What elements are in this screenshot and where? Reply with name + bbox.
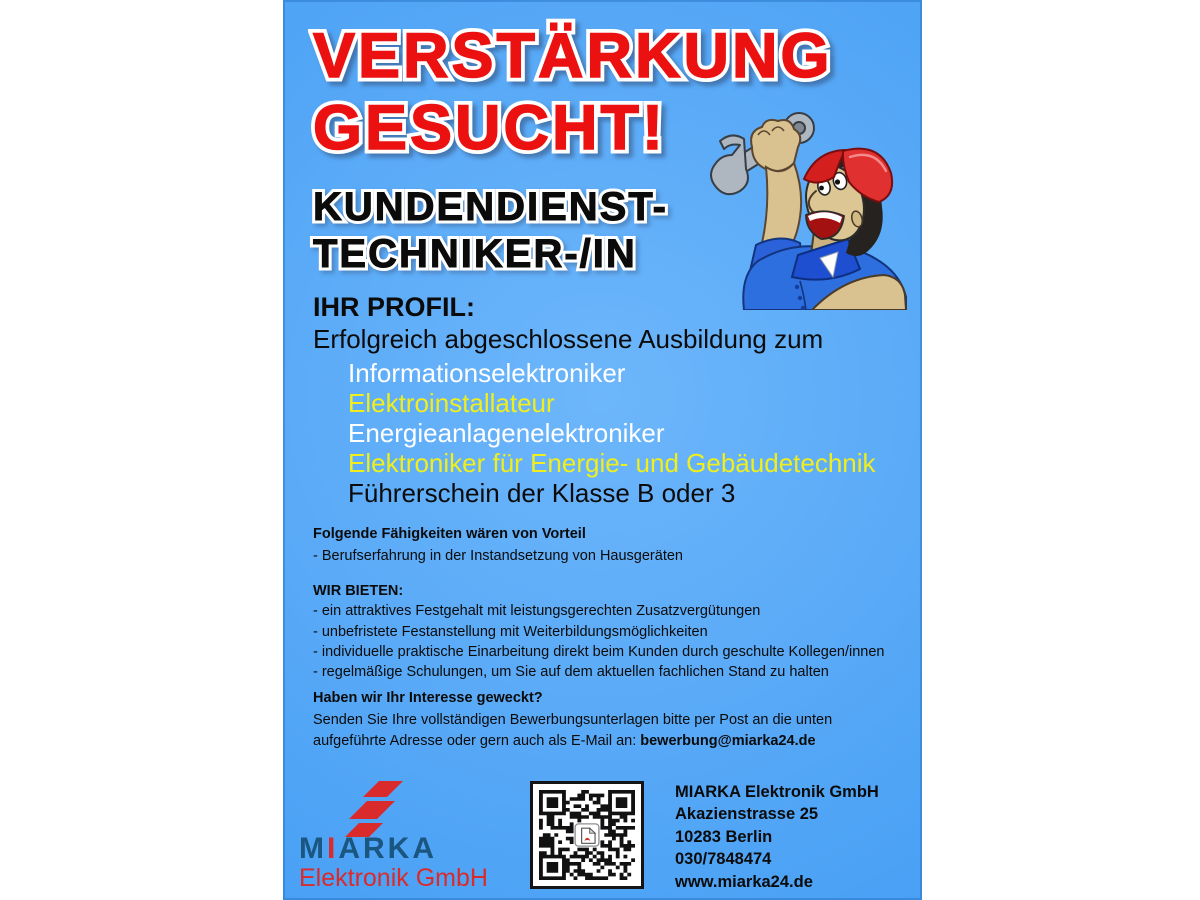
address-block <box>675 781 879 893</box>
job-title <box>313 184 668 278</box>
contact-line2 <box>313 731 832 753</box>
address-line: 10283 Berlin <box>675 827 773 846</box>
profile-item: Energieanlagenelektroniker <box>348 418 665 448</box>
skills-section <box>313 524 683 567</box>
contact-section <box>313 688 832 753</box>
lightning-bolt-icon <box>341 780 421 838</box>
logo-letter-i: I <box>327 832 339 865</box>
bullet-line: - unbefristete Festanstellung mit Weiterbildungsmöglichkeiten <box>313 623 708 640</box>
technician-mascot-illustration <box>700 95 915 310</box>
profile-item: Elektroniker für Energie- und Gebäudetechnik <box>348 448 876 478</box>
profile-list <box>348 358 876 508</box>
poster-footer <box>283 778 922 900</box>
qr-code-pattern <box>539 790 635 880</box>
address-line: www.miarka24.de <box>675 872 813 891</box>
bullet-line: - ein attraktives Festgehalt mit leistungsgerechten Zusatzvergütungen <box>313 603 761 620</box>
miarka-logo <box>297 778 488 896</box>
profile-item: Führerschein der Klasse B oder 3 <box>348 478 736 508</box>
skills-list <box>313 546 683 568</box>
qr-code <box>530 781 644 889</box>
logo-letters: M <box>299 832 327 865</box>
contact-line2-prefix: aufgeführte Adresse oder gern auch als E-Mail an: <box>313 733 641 750</box>
offer-list <box>313 601 885 682</box>
headline-line1: VERSTÄRKUNG VERSTÄRKUNG <box>313 20 833 92</box>
offer-heading: WIR BIETEN: <box>313 583 404 599</box>
job-title-line2: TECHNIKER-/IN TECHNIKER-/IN <box>313 231 668 278</box>
logo-wordmark <box>299 832 437 866</box>
profile-item: Informationselektroniker <box>348 358 626 388</box>
mascot-arm <box>762 163 801 247</box>
contact-line1: Senden Sie Ihre vollständigen Bewerbungsunterlagen bitte per Post an die unten <box>313 711 833 728</box>
offer-section <box>313 581 885 682</box>
bullet-line: - regelmäßige Schulungen, um Sie auf dem aktuellen fachlichen Stand zu halten <box>313 664 829 681</box>
profile-item: Elektroinstallateur <box>348 388 555 418</box>
skills-heading: Folgende Fähigkeiten wären von Vorteil <box>313 526 586 542</box>
profile-heading: IHR PROFIL: <box>313 292 475 322</box>
profile-intro: Erfolgreich abgeschlossene Ausbildung zum <box>313 324 824 354</box>
address-line: Akazienstrasse 25 <box>675 805 819 824</box>
qr-pdf-icon <box>575 824 599 846</box>
address-line: 030/7848474 <box>675 850 772 869</box>
logo-letters: ARKA <box>338 832 438 865</box>
address-line: MIARKA Elektronik GmbH <box>675 783 879 801</box>
headline-line2: GESUCHT! GESUCHT! <box>313 92 833 164</box>
bullet-line: - Berufserfahrung in der Instandsetzung von Hausgeräten <box>313 547 683 564</box>
contact-email: bewerbung@miarka24.de <box>640 733 816 750</box>
bullet-line: - individuelle praktische Einarbeitung direkt beim Kunden durch geschulte Kollegen/innen <box>313 643 885 660</box>
job-title-line1: KUNDENDIENST- KUNDENDIENST- <box>313 184 668 231</box>
job-ad-poster <box>283 0 922 900</box>
contact-heading: Haben wir Ihr Interesse geweckt? <box>313 690 543 706</box>
logo-subtitle: Elektronik GmbH <box>299 864 488 892</box>
